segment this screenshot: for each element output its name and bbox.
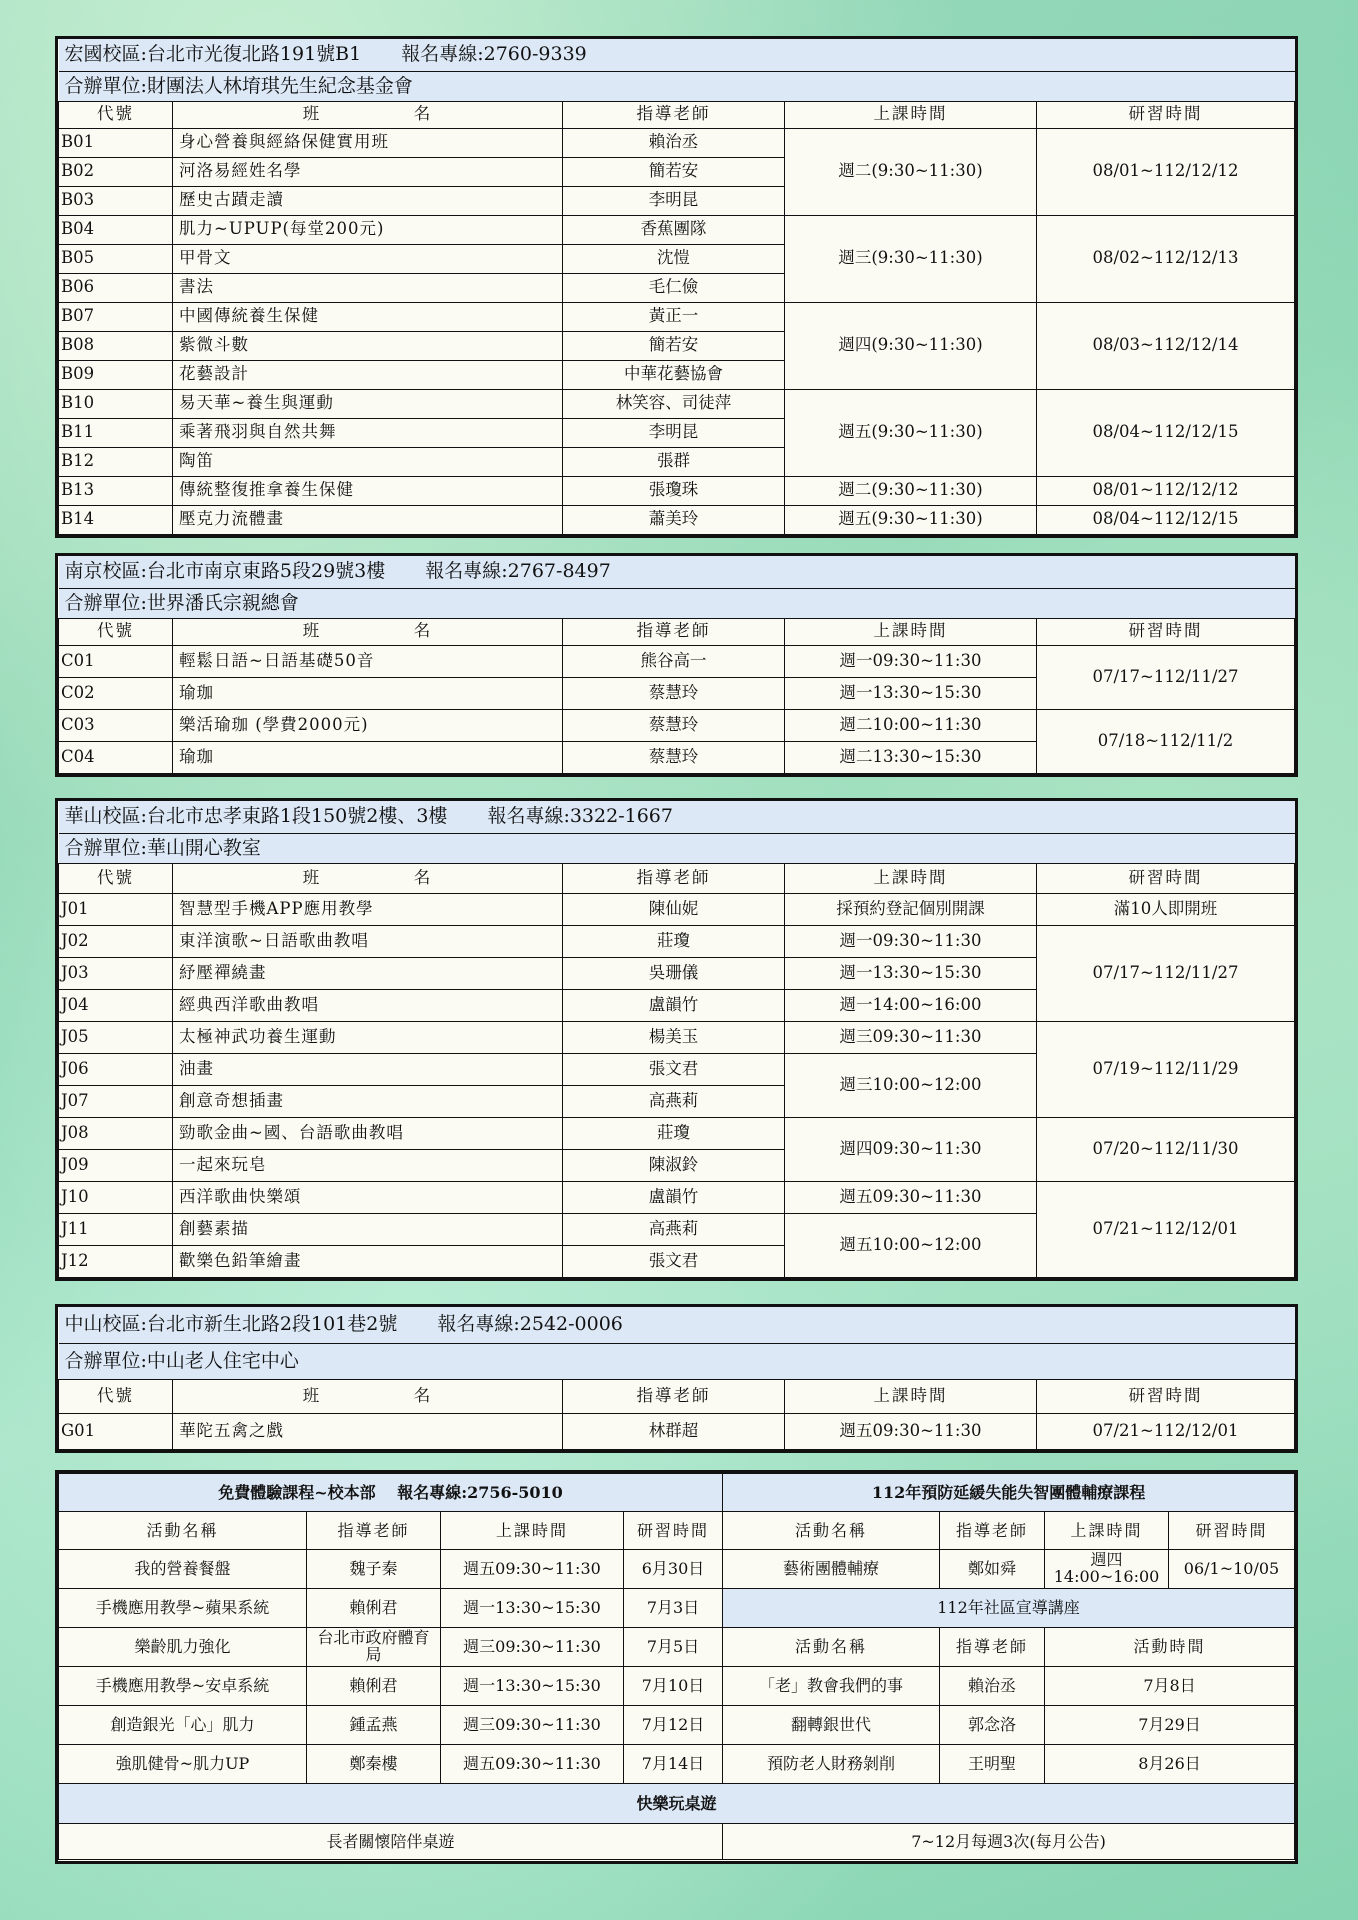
boardgame-schedule: 7~12月每週3次(每月公告)	[723, 1824, 1295, 1860]
course-time: 週二13:30~15:30	[785, 741, 1037, 773]
course-code: B01	[59, 128, 173, 157]
header-name: 班 名	[173, 863, 563, 893]
course-teacher: 張瓊珠	[563, 476, 785, 505]
header-time: 上課時間	[785, 863, 1037, 893]
table-row	[59, 709, 1295, 741]
course-teacher: 張群	[563, 447, 785, 476]
table-row	[59, 1413, 1295, 1449]
course-teacher: 張文君	[563, 1053, 785, 1085]
free-activity-time: 週一13:30~15:30	[441, 1667, 624, 1706]
nanjing-campus-section	[55, 553, 1298, 777]
course-teacher: 蔡慧玲	[563, 677, 785, 709]
course-time: 週三09:30~11:30	[785, 1021, 1037, 1053]
header-code: 代號	[59, 101, 173, 128]
course-code: B02	[59, 157, 173, 186]
course-teacher: 陳仙妮	[563, 893, 785, 925]
column-header-row	[59, 1379, 1295, 1413]
course-code: B05	[59, 244, 173, 273]
header-name: 班 名	[173, 101, 563, 128]
course-code: B10	[59, 389, 173, 418]
co-organizer-row	[59, 833, 1295, 863]
course-time: 週一09:30~11:30	[785, 925, 1037, 957]
table-row	[59, 1181, 1295, 1213]
boardgame-title-row	[59, 1784, 1295, 1824]
table-row	[59, 1667, 1295, 1706]
course-name: 東洋演歌~日語歌曲教唱	[173, 925, 563, 957]
free-activity-time: 週五09:30~11:30	[441, 1745, 624, 1784]
course-name: 傳統整復推拿養生保健	[173, 476, 563, 505]
column-header-row	[59, 863, 1295, 893]
campus-address-row	[59, 39, 1295, 71]
course-teacher: 楊美玉	[563, 1021, 785, 1053]
seminar-header-name: 活動名稱	[723, 1628, 940, 1667]
course-code: G01	[59, 1413, 173, 1449]
course-code: J11	[59, 1213, 173, 1245]
free-activity-date: 6月30日	[624, 1550, 723, 1589]
header-teacher: 指導老師	[563, 1379, 785, 1413]
course-name: 瑜珈	[173, 741, 563, 773]
course-time: 採預約登記個別開課	[785, 893, 1037, 925]
course-period: 08/03~112/12/14	[1037, 302, 1295, 389]
free-activity-name: 創造銀光「心」肌力	[59, 1706, 307, 1745]
co-organizer-row	[59, 71, 1295, 101]
free-activity-teacher: 賴俐君	[307, 1589, 441, 1628]
course-code: J06	[59, 1053, 173, 1085]
free-activity-time: 週一13:30~15:30	[441, 1589, 624, 1628]
free-header-time: 上課時間	[441, 1512, 624, 1550]
table-row	[59, 215, 1295, 244]
course-time: 週一09:30~11:30	[785, 645, 1037, 677]
course-code: J01	[59, 893, 173, 925]
course-code: B04	[59, 215, 173, 244]
course-name: 甲骨文	[173, 244, 563, 273]
course-code: B08	[59, 331, 173, 360]
header-period: 研習時間	[1037, 618, 1295, 645]
zhongshan-course-table	[58, 1307, 1295, 1450]
course-time: 週五(9:30~11:30)	[785, 389, 1037, 476]
co-organizer: 合辦單位:中山老人住宅中心	[59, 1343, 1295, 1379]
course-time: 週三10:00~12:00	[785, 1053, 1037, 1117]
course-period: 08/04~112/12/15	[1037, 389, 1295, 476]
course-period: 07/19~112/11/29	[1037, 1021, 1295, 1117]
hongguo-course-table	[58, 39, 1295, 535]
campus-address: 南京校區:台北市南京東路5段29號3樓	[64, 560, 386, 583]
table-row	[59, 389, 1295, 418]
course-name: 陶笛	[173, 447, 563, 476]
course-teacher: 高燕莉	[563, 1213, 785, 1245]
free-activity-date: 7月12日	[624, 1706, 723, 1745]
table-row	[59, 1021, 1295, 1053]
header-code: 代號	[59, 618, 173, 645]
campus-address: 宏國校區:台北市光復北路191號B1	[64, 43, 362, 66]
header-time: 上課時間	[785, 1379, 1037, 1413]
table-row	[59, 925, 1295, 957]
huashan-course-table	[58, 801, 1295, 1278]
free-activity-teacher: 鄭秦樓	[307, 1745, 441, 1784]
course-period: 07/17~112/11/27	[1037, 645, 1295, 709]
table-row	[59, 645, 1295, 677]
campus-phone: 報名專線:2767-8497	[425, 560, 611, 583]
free-course-title: 免費體驗課程~校本部 報名專線:2756-5010	[59, 1474, 723, 1512]
course-teacher: 李明昆	[563, 418, 785, 447]
course-teacher: 毛仁儉	[563, 273, 785, 302]
course-teacher: 沈愷	[563, 244, 785, 273]
course-teacher: 蔡慧玲	[563, 741, 785, 773]
course-teacher: 林群超	[563, 1413, 785, 1449]
header-name: 班 名	[173, 1379, 563, 1413]
header-period: 研習時間	[1037, 101, 1295, 128]
course-name: 勁歌金曲~國、台語歌曲教唱	[173, 1117, 563, 1149]
course-time: 週五10:00~12:00	[785, 1213, 1037, 1277]
bottom-table	[58, 1473, 1295, 1860]
course-time: 週一13:30~15:30	[785, 677, 1037, 709]
prevent-time-hours: 14:00~16:00	[1053, 1567, 1160, 1586]
course-name: 智慧型手機APP應用教學	[173, 893, 563, 925]
table-row	[59, 1589, 1295, 1628]
seminar-date: 8月26日	[1045, 1745, 1295, 1784]
seminar-title: 112年社區宣導講座	[723, 1589, 1295, 1628]
course-period: 07/21~112/12/01	[1037, 1413, 1295, 1449]
course-code: J07	[59, 1085, 173, 1117]
campus-address-row	[59, 1307, 1295, 1343]
course-teacher: 簡若安	[563, 157, 785, 186]
seminar-teacher: 王明聖	[940, 1745, 1045, 1784]
seminar-header-teacher: 指導老師	[940, 1628, 1045, 1667]
course-name: 中國傳統養生保健	[173, 302, 563, 331]
course-name: 創藝素描	[173, 1213, 563, 1245]
co-organizer: 合辦單位:華山開心教室	[59, 833, 1295, 863]
free-activity-name: 樂齡肌力強化	[59, 1628, 307, 1667]
course-time: 週一14:00~16:00	[785, 989, 1037, 1021]
course-teacher: 張文君	[563, 1245, 785, 1277]
course-name: 太極神武功養生運動	[173, 1021, 563, 1053]
free-activity-name: 手機應用教學~安卓系統	[59, 1667, 307, 1706]
course-name: 易天華~養生與運動	[173, 389, 563, 418]
course-teacher: 莊瓊	[563, 1117, 785, 1149]
free-header-teacher: 指導老師	[307, 1512, 441, 1550]
huashan-campus-section	[55, 798, 1298, 1281]
course-name: 樂活瑜珈 (學費2000元)	[173, 709, 563, 741]
course-code: J10	[59, 1181, 173, 1213]
table-row	[59, 893, 1295, 925]
course-code: J08	[59, 1117, 173, 1149]
course-code: J03	[59, 957, 173, 989]
free-activity-time: 週三09:30~11:30	[441, 1628, 624, 1667]
course-code: J05	[59, 1021, 173, 1053]
course-time: 週四09:30~11:30	[785, 1117, 1037, 1181]
course-period: 滿10人即開班	[1037, 893, 1295, 925]
free-activity-date: 7月3日	[624, 1589, 723, 1628]
prevent-activity-teacher: 鄭如舜	[940, 1550, 1045, 1589]
course-period: 07/18~112/11/2	[1037, 709, 1295, 773]
course-teacher: 高燕莉	[563, 1085, 785, 1117]
prevent-header-time: 上課時間	[1045, 1512, 1169, 1550]
seminar-header-time: 活動時間	[1045, 1628, 1295, 1667]
course-name: 華陀五禽之戲	[173, 1413, 563, 1449]
table-row	[59, 1745, 1295, 1784]
course-period: 08/01~112/12/12	[1037, 476, 1295, 505]
free-header-period: 研習時間	[624, 1512, 723, 1550]
free-activity-name: 強肌健骨~肌力UP	[59, 1745, 307, 1784]
free-activity-name: 手機應用教學~蘋果系統	[59, 1589, 307, 1628]
table-row	[59, 476, 1295, 505]
column-header-row	[59, 101, 1295, 128]
course-teacher: 黃正一	[563, 302, 785, 331]
prevent-activity-name: 藝術團體輔療	[723, 1550, 940, 1589]
course-name: 歷史古蹟走讀	[173, 186, 563, 215]
boardgame-row	[59, 1824, 1295, 1860]
course-period: 07/20~112/11/30	[1037, 1117, 1295, 1181]
table-row	[59, 1628, 1295, 1667]
seminar-teacher: 郭念洛	[940, 1706, 1045, 1745]
course-name: 油畫	[173, 1053, 563, 1085]
course-time: 週二(9:30~11:30)	[785, 128, 1037, 215]
header-teacher: 指導老師	[563, 863, 785, 893]
boardgame-title: 快樂玩桌遊	[59, 1784, 1295, 1824]
bottom-title-row	[59, 1474, 1295, 1512]
free-activity-time: 週五09:30~11:30	[441, 1550, 624, 1589]
campus-address: 中山校區:台北市新生北路2段101巷2號	[64, 1313, 398, 1336]
prevent-activity-time	[1045, 1550, 1169, 1589]
prevent-activity-period: 06/1~10/05	[1169, 1550, 1295, 1589]
nanjing-course-table	[58, 556, 1295, 774]
campus-phone: 報名專線:2760-9339	[401, 43, 587, 66]
free-activity-teacher: 台北市政府體育局	[307, 1628, 441, 1667]
course-code: C01	[59, 645, 173, 677]
campus-phone: 報名專線:3322-1667	[487, 805, 673, 828]
course-time: 週五09:30~11:30	[785, 1181, 1037, 1213]
boardgame-name: 長者關懷陪伴桌遊	[59, 1824, 723, 1860]
seminar-date: 7月29日	[1045, 1706, 1295, 1745]
co-organizer: 合辦單位:世界潘氏宗親總會	[59, 588, 1295, 618]
course-name: 花藝設計	[173, 360, 563, 389]
free-activity-teacher: 魏子秦	[307, 1550, 441, 1589]
prevent-course-title: 112年預防延緩失能失智團體輔療課程	[723, 1474, 1295, 1512]
course-teacher: 盧韻竹	[563, 989, 785, 1021]
course-period: 08/02~112/12/13	[1037, 215, 1295, 302]
course-code: C02	[59, 677, 173, 709]
bottom-section	[55, 1470, 1298, 1864]
header-time: 上課時間	[785, 101, 1037, 128]
course-code: B11	[59, 418, 173, 447]
course-teacher: 熊谷高一	[563, 645, 785, 677]
prevent-header-name: 活動名稱	[723, 1512, 940, 1550]
column-header-row	[59, 618, 1295, 645]
course-teacher: 李明昆	[563, 186, 785, 215]
prevent-time-day: 週四	[1090, 1550, 1123, 1570]
course-name: 壓克力流體畫	[173, 505, 563, 534]
table-row	[59, 1706, 1295, 1745]
header-code: 代號	[59, 863, 173, 893]
course-code: B09	[59, 360, 173, 389]
course-code: B03	[59, 186, 173, 215]
table-row	[59, 1117, 1295, 1149]
course-teacher: 賴治丞	[563, 128, 785, 157]
campus-phone: 報名專線:2542-0006	[437, 1313, 623, 1336]
course-name: 河洛易經姓名學	[173, 157, 563, 186]
course-teacher: 蔡慧玲	[563, 709, 785, 741]
course-name: 西洋歌曲快樂頌	[173, 1181, 563, 1213]
course-code: J09	[59, 1149, 173, 1181]
course-teacher: 簡若安	[563, 331, 785, 360]
course-code: J04	[59, 989, 173, 1021]
co-organizer: 合辦單位:財團法人林堉琪先生紀念基金會	[59, 71, 1295, 101]
header-time: 上課時間	[785, 618, 1037, 645]
free-activity-teacher: 賴俐君	[307, 1667, 441, 1706]
course-name: 創意奇想插畫	[173, 1085, 563, 1117]
header-period: 研習時間	[1037, 863, 1295, 893]
free-header-name: 活動名稱	[59, 1512, 307, 1550]
course-code: C04	[59, 741, 173, 773]
free-activity-date: 7月10日	[624, 1667, 723, 1706]
campus-address: 華山校區:台北市忠孝東路1段150號2樓、3樓	[64, 805, 448, 828]
course-teacher: 林笑容、司徒萍	[563, 389, 785, 418]
course-time: 週三(9:30~11:30)	[785, 215, 1037, 302]
course-code: B14	[59, 505, 173, 534]
course-teacher: 蕭美玲	[563, 505, 785, 534]
course-code: J02	[59, 925, 173, 957]
course-name: 歡樂色鉛筆繪畫	[173, 1245, 563, 1277]
course-period: 08/04~112/12/15	[1037, 505, 1295, 534]
course-time: 週一13:30~15:30	[785, 957, 1037, 989]
table-row	[59, 1550, 1295, 1589]
course-time: 週二(9:30~11:30)	[785, 476, 1037, 505]
co-organizer-row	[59, 588, 1295, 618]
course-time: 週四(9:30~11:30)	[785, 302, 1037, 389]
course-name: 書法	[173, 273, 563, 302]
bottom-header-row	[59, 1512, 1295, 1550]
course-code: B06	[59, 273, 173, 302]
course-code: B07	[59, 302, 173, 331]
course-time: 週五09:30~11:30	[785, 1413, 1037, 1449]
course-teacher: 香蕉團隊	[563, 215, 785, 244]
course-code: C03	[59, 709, 173, 741]
course-time: 週二10:00~11:30	[785, 709, 1037, 741]
course-teacher: 盧韻竹	[563, 1181, 785, 1213]
course-teacher: 中華花藝協會	[563, 360, 785, 389]
zhongshan-campus-section	[55, 1304, 1298, 1453]
course-name: 身心營養與經絡保健實用班	[173, 128, 563, 157]
free-activity-teacher: 鍾孟燕	[307, 1706, 441, 1745]
course-code: J12	[59, 1245, 173, 1277]
prevent-header-teacher: 指導老師	[940, 1512, 1045, 1550]
campus-address-row	[59, 801, 1295, 833]
header-code: 代號	[59, 1379, 173, 1413]
course-name: 乘著飛羽與自然共舞	[173, 418, 563, 447]
course-teacher: 陳淑鈴	[563, 1149, 785, 1181]
co-organizer-row	[59, 1343, 1295, 1379]
campus-address-row	[59, 556, 1295, 588]
course-time: 週五(9:30~11:30)	[785, 505, 1037, 534]
course-code: B12	[59, 447, 173, 476]
header-teacher: 指導老師	[563, 101, 785, 128]
free-activity-date: 7月5日	[624, 1628, 723, 1667]
free-activity-name: 我的營養餐盤	[59, 1550, 307, 1589]
course-name: 瑜珈	[173, 677, 563, 709]
table-row	[59, 302, 1295, 331]
course-period: 07/17~112/11/27	[1037, 925, 1295, 1021]
table-row	[59, 505, 1295, 534]
course-teacher: 莊瓊	[563, 925, 785, 957]
hongguo-campus-section	[55, 36, 1298, 538]
course-period: 08/01~112/12/12	[1037, 128, 1295, 215]
course-name: 經典西洋歌曲教唱	[173, 989, 563, 1021]
course-name: 輕鬆日語~日語基礎50音	[173, 645, 563, 677]
seminar-name: 預防老人財務剝削	[723, 1745, 940, 1784]
header-name: 班 名	[173, 618, 563, 645]
prevent-header-period: 研習時間	[1169, 1512, 1295, 1550]
course-code: B13	[59, 476, 173, 505]
course-name: 肌力~UPUP(每堂200元)	[173, 215, 563, 244]
course-name: 紓壓禪繞畫	[173, 957, 563, 989]
seminar-name: 翻轉銀世代	[723, 1706, 940, 1745]
seminar-date: 7月8日	[1045, 1667, 1295, 1706]
free-activity-time: 週三09:30~11:30	[441, 1706, 624, 1745]
course-period: 07/21~112/12/01	[1037, 1181, 1295, 1277]
seminar-name: 「老」教會我們的事	[723, 1667, 940, 1706]
course-teacher: 吳珊儀	[563, 957, 785, 989]
table-row	[59, 128, 1295, 157]
seminar-teacher: 賴治丞	[940, 1667, 1045, 1706]
header-period: 研習時間	[1037, 1379, 1295, 1413]
free-activity-date: 7月14日	[624, 1745, 723, 1784]
header-teacher: 指導老師	[563, 618, 785, 645]
course-name: 一起來玩皂	[173, 1149, 563, 1181]
course-name: 紫微斗數	[173, 331, 563, 360]
